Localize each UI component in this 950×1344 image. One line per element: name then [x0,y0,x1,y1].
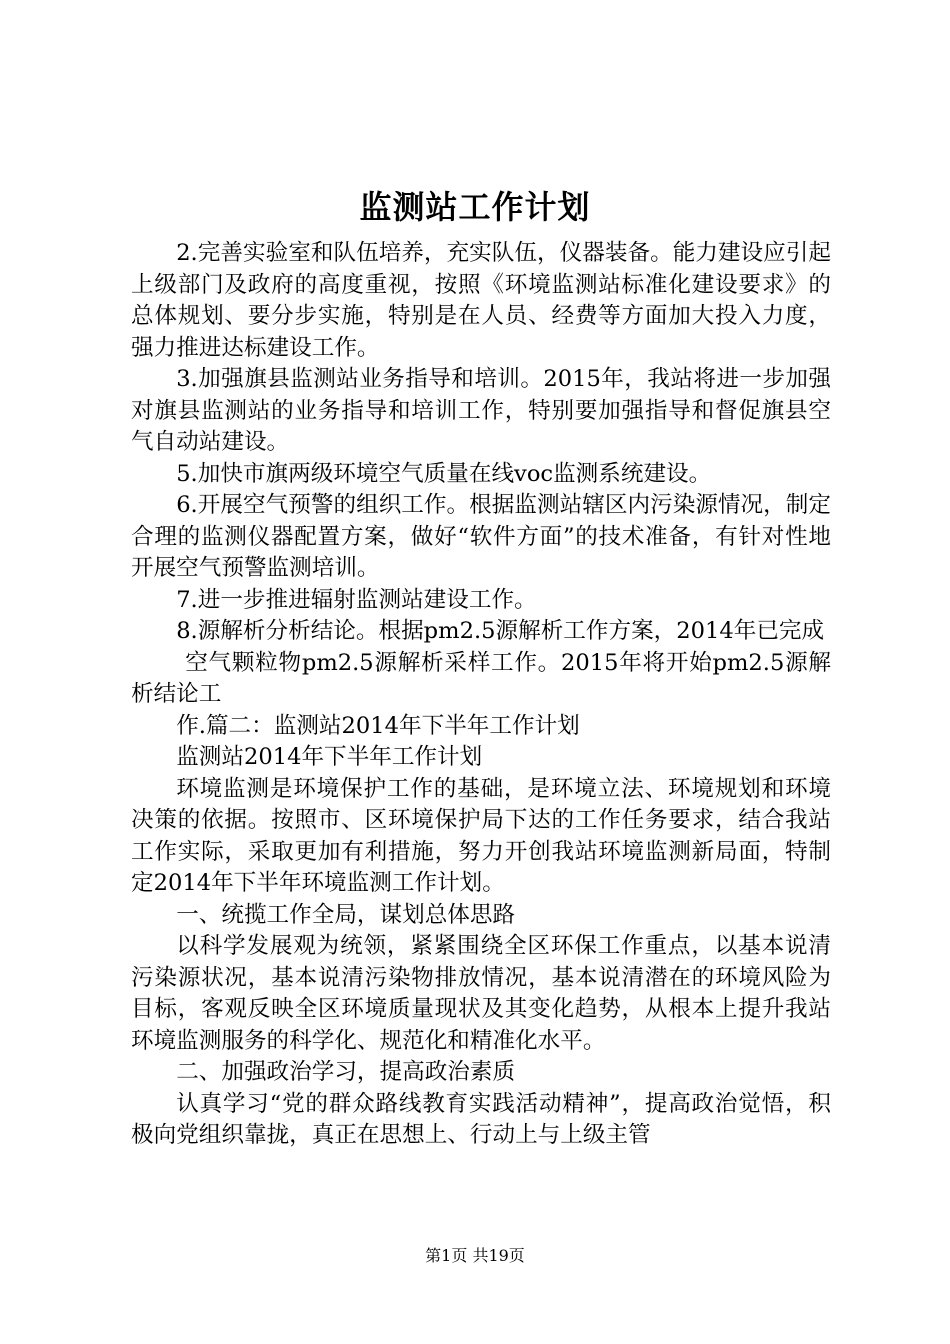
paragraph-5: 7.进一步推进辐射监测站建设工作。 [176,586,537,613]
section-heading-1: 一、统揽工作全局，谋划总体思路 [176,901,516,928]
paragraph-1: 2.完善实验室和队伍培养，充实队伍，仪器装备。能力建设应引起上级部门及政府的高度重视，按照《环境监测站标准化建设要求》的总体规划、要分步实施，特别是在人员、经费等方面加大投入力度，强力推进达标建设工作。 [131,240,831,361]
paragraph-6: 8.源解析分析结论。根据pm2.5源解析工作方案，2014年已完成 [176,618,825,644]
paragraph-4: 6.开展空气预警的组织工作。根据监测站辖区内污染源情况，制定合理的监测仪器配置方案，做好“软件方面”的技术准备，有针对性地开展空气预警监测培训。 [131,492,831,581]
paragraph-9: 监测站2014年下半年工作计划 [176,744,483,770]
paragraph-10: 环境监测是环境保护工作的基础，是环境立法、环境规划和环境决策的依据。按照市、区环境保护局下达的工作任务要求，结合我站工作实际，采取更加有利措施，努力开创我站环境监测新局面，特制定2014年下半年环境监测工作计划。 [131,775,831,896]
page-number: 第1页 共19页 [425,1246,525,1265]
paragraph-11: 以科学发展观为统领，紧紧围绕全区环保工作重点，以基本说清污染源状况，基本说清污染物排放情况，基本说清潜在的环境风险为目标，客观反映全区环境质量现状及其变化趋势，从根本上提升我站环境监测服务的科学化、规范化和精准化水平。 [131,933,831,1054]
paragraph-12: 认真学习“党的群众路线教育实践活动精神”，提高政治觉悟，积极向党组织靠拢，真正在思想上、行动上与上级主管 [131,1090,831,1148]
paragraph-2: 3.加强旗县监测站业务指导和培训。2015年，我站将进一步加强对旗县监测站的业务指导和培训工作，特别要加强指导和督促旗县空气自动站建设。 [131,366,831,455]
paragraph-7: 空气颗粒物pm2.5源解析采样工作。2015年将开始pm2.5源解析结论工 [131,649,831,707]
document-title: 监测站工作计划 [359,188,591,226]
paragraph-8: 作.篇二：监测站2014年下半年工作计划 [176,712,580,739]
section-heading-2: 二、加强政治学习，提高政治素质 [176,1059,516,1085]
document-body [131,238,831,1152]
paragraph-3: 5.加快市旗两级环境空气质量在线voc监测系统建设。 [176,460,712,487]
